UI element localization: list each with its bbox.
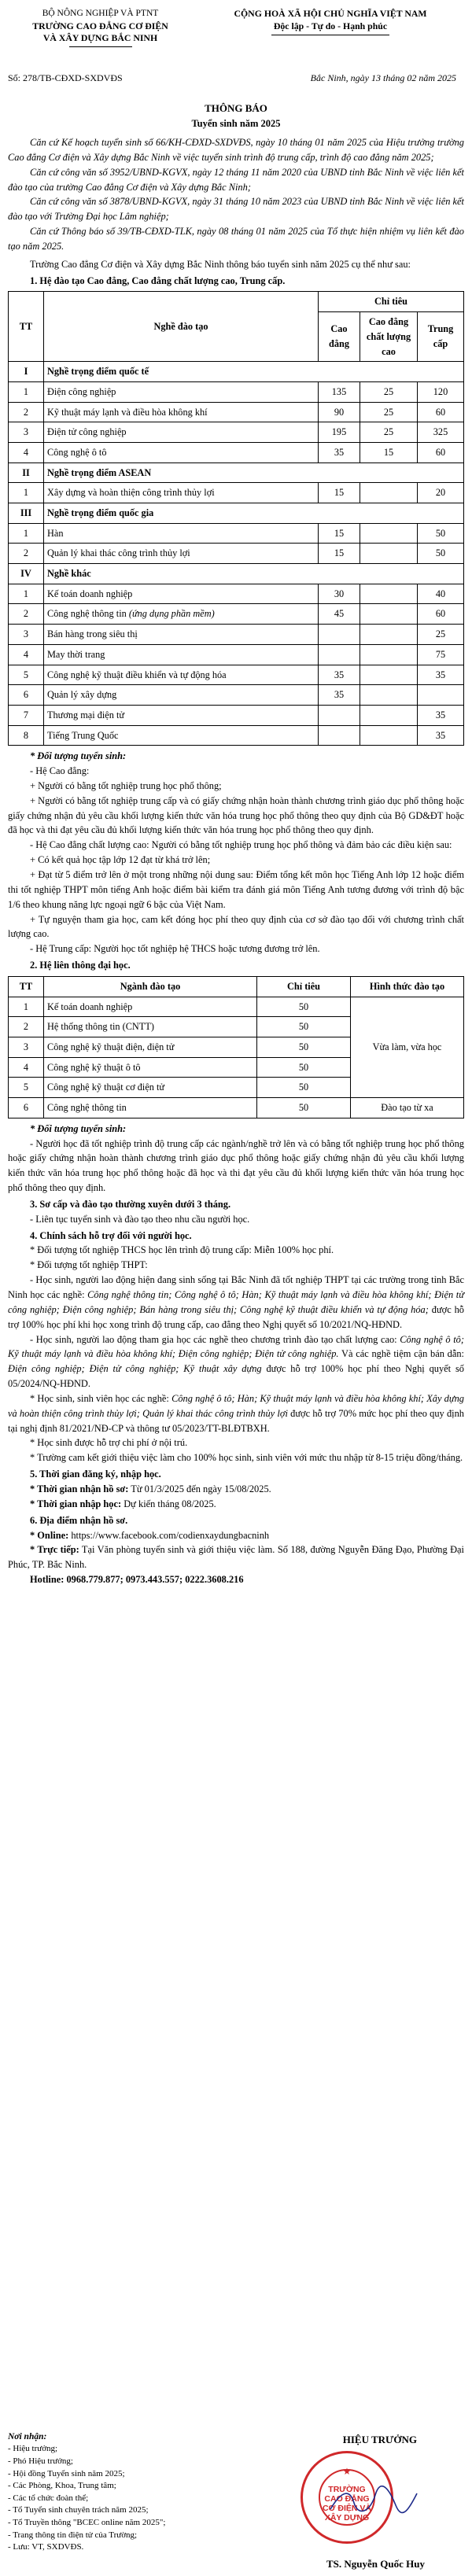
- apply-period-value: Từ 01/3/2025 đến ngày 15/08/2025.: [128, 1483, 271, 1494]
- quota-college: 195: [319, 422, 360, 443]
- table-group-row: [9, 362, 464, 382]
- row-tt: 6: [9, 1098, 44, 1118]
- issuer-block: [8, 8, 193, 47]
- seal-text: TRƯỜNG: [328, 2485, 366, 2494]
- program-name: Công nghệ kỹ thuật điều khiển và tự động hóa: [47, 669, 227, 680]
- policy-3: [8, 1273, 464, 1332]
- row-tt: 3: [9, 422, 44, 443]
- policy-4-b: Công nghệ ô tô; Kỹ thuật máy lạnh và điều hòa không khí; Điện công nghiệp; Điện tử công nghiệp.: [8, 1333, 464, 1360]
- row-tt: 5: [9, 665, 44, 685]
- table-row: [9, 997, 464, 1017]
- row-program: [44, 625, 319, 645]
- group-roman: III: [9, 503, 44, 524]
- row-tt: 2: [9, 604, 44, 625]
- document-number: Số: 278/TB-CĐXD-SXDVĐS: [8, 72, 123, 83]
- policy-4-a: - Học sinh, người lao động tham gia học các nghề theo chương trình đào tạo chất lượng cao:: [30, 1333, 400, 1345]
- s1-hq-cond1: + Có kết quả học tập lớp 12 đạt từ khá trở lên;: [30, 854, 211, 866]
- table-row: [9, 442, 464, 463]
- program-name: May thời trang: [47, 648, 105, 660]
- row-program: [44, 523, 319, 544]
- group-name: Nghề trọng điểm quốc gia: [44, 503, 464, 524]
- table-group-row: [9, 463, 464, 483]
- row-quota: 50: [257, 1037, 351, 1057]
- program-name: Điện tử công nghiệp: [47, 426, 127, 438]
- row-major: Công nghệ thông tin: [44, 1098, 257, 1118]
- group-roman: IV: [9, 564, 44, 584]
- quota-college-hq: 25: [360, 381, 418, 402]
- policy-7: * Trường cam kết giới thiệu việc làm cho 100% học sinh, sinh viên với mức thu nhập từ 8-15 triệu đồng/tháng.: [30, 1452, 463, 1464]
- legal-basis-4: Căn cứ Thông báo số 39/TB-CĐXD-TLK, ngày 08 tháng 01 năm 2025 của Tổ thực hiện nhiệm vụ liên kết đào tạo năm 2025.: [8, 226, 464, 252]
- row-major: Kế toán doanh nghiệp: [44, 997, 257, 1017]
- recipient-item: - Tổ Truyền thông "BCEC online năm 2025";: [8, 2517, 166, 2527]
- intro-paragraph: Trường Cao đẳng Cơ điện và Xây dựng Bắc Ninh thông báo tuyển sinh năm 2025 cụ thể như sau:: [30, 258, 411, 270]
- quota-college: [319, 725, 360, 746]
- row-tt: 5: [9, 1078, 44, 1098]
- col-tt-2: TT: [9, 976, 44, 997]
- enroll-period: [8, 1497, 464, 1512]
- table-row: [9, 1098, 464, 1118]
- recipient-item: - Hội đồng Tuyển sinh năm 2025;: [8, 2468, 125, 2478]
- recipient-item: - Hiệu trưởng;: [8, 2444, 58, 2454]
- policy-3-b: Công nghệ thông tin; Công nghệ ô tô; Hàn; Kỹ thuật máy lạnh và điều hòa không khí; Điện tử công nghiệp; Điện công nghiệp; Bán hàng trong siêu thị; Công nghệ kỹ thuật điều khiển và tự động hóa;: [8, 1289, 464, 1315]
- legal-basis-3: Căn cứ công văn số 3878/UBND-KGVX, ngày 31 tháng 10 năm 2023 của UBND tỉnh Bắc Ninh về việc liên kết đào tạo với Trường Đại học Lâm nghiệp;: [8, 196, 464, 223]
- row-program: [44, 381, 319, 402]
- quota-college-hq: [360, 725, 418, 746]
- form-distance: Đào tạo từ xa: [351, 1098, 464, 1118]
- group-name: Nghề khác: [44, 564, 464, 584]
- table-row: [9, 685, 464, 706]
- quota-college: 90: [319, 402, 360, 422]
- quota-college: 135: [319, 381, 360, 402]
- recipient-item: - Các Phòng, Khoa, Trung tâm;: [8, 2481, 116, 2491]
- col-college: Cao đẳng: [319, 312, 360, 362]
- policy-5: [8, 1391, 464, 1436]
- quota-intermediate: 35: [418, 725, 464, 746]
- signer-title: HIỆU TRƯỞNG: [342, 2434, 417, 2445]
- section2-heading: 2. Hệ liên thông đại học.: [30, 960, 131, 971]
- seal-star-icon: ★: [342, 2466, 352, 2477]
- row-tt: 6: [9, 685, 44, 706]
- quota-college: [319, 644, 360, 665]
- recipient-item: - Phó Hiệu trưởng;: [8, 2456, 73, 2466]
- quota-college: 35: [319, 685, 360, 706]
- row-tt: 1: [9, 483, 44, 503]
- program-name: Thương mại điện tử: [47, 709, 125, 720]
- school-name-line1: TRƯỜNG CAO ĐẲNG CƠ ĐIỆN: [32, 20, 168, 31]
- row-tt: 1: [9, 997, 44, 1017]
- table-group-row: [9, 564, 464, 584]
- quota-college-hq: 15: [360, 442, 418, 463]
- hotline: Hotline: 0968.779.877; 0973.443.557; 0222.3608.216: [30, 1574, 244, 1586]
- group-name: Nghề trọng điểm ASEAN: [44, 463, 464, 483]
- program-name: Công nghệ thông tin: [47, 608, 127, 620]
- section4-heading: 4. Chính sách hỗ trợ đối với người học.: [30, 1229, 192, 1241]
- row-program: [44, 422, 319, 443]
- program-name: Kỹ thuật máy lạnh và điều hòa không khí: [47, 406, 208, 418]
- table-row: [9, 644, 464, 665]
- col-major: Ngành đào tạo: [44, 976, 257, 997]
- row-program: [44, 402, 319, 422]
- group-roman: II: [9, 463, 44, 483]
- policy-2: * Đối tượng tốt nghiệp THPT:: [30, 1259, 148, 1271]
- col-tt: TT: [9, 292, 44, 362]
- policy-5-a: * Học sinh, sinh viên học các nghề:: [30, 1392, 172, 1404]
- s1-college-heading: - Hệ Cao đẳng:: [30, 765, 90, 777]
- row-tt: 2: [9, 544, 44, 564]
- program-name: Công nghệ ô tô: [47, 446, 107, 458]
- quota-college: 35: [319, 665, 360, 685]
- republic-name: CỘNG HOÀ XÃ HỘI CHỦ NGHĨA VIỆT NAM: [234, 8, 427, 19]
- quota-college-hq: [360, 544, 418, 564]
- quota-college: [319, 705, 360, 725]
- policy-4-c: Và các nghề tiệm cận bán dẫn:: [338, 1348, 465, 1360]
- university-link-table: [8, 976, 464, 1118]
- program-name: Kế toán doanh nghiệp: [47, 588, 133, 599]
- section5-heading: 5. Thời gian đăng ký, nhập học.: [30, 1469, 161, 1480]
- online-contact: [8, 1528, 464, 1543]
- quota-intermediate: 50: [418, 544, 464, 564]
- row-major: Hệ thống thông tin (CNTT): [44, 1017, 257, 1037]
- quota-intermediate: 40: [418, 584, 464, 604]
- apply-period: [8, 1482, 464, 1497]
- quota-college: 15: [319, 523, 360, 544]
- row-program: [44, 544, 319, 564]
- row-tt: 4: [9, 644, 44, 665]
- row-program: [44, 685, 319, 706]
- quota-college-hq: 25: [360, 402, 418, 422]
- row-major: Công nghệ kỹ thuật cơ điện tử: [44, 1078, 257, 1098]
- table-row: [9, 725, 464, 746]
- s1-college-cond1: + Người có bằng tốt nghiệp trung học phổ thông;: [30, 779, 222, 791]
- table-row: [9, 381, 464, 402]
- row-quota: 50: [257, 1057, 351, 1078]
- row-major: Công nghệ kỹ thuật ô tô: [44, 1057, 257, 1078]
- policy-6: * Học sinh được hỗ trợ chi phí ở nội trú.: [30, 1437, 188, 1449]
- row-tt: 4: [9, 442, 44, 463]
- university-link-body: [9, 997, 464, 1118]
- program-name: Quản lý khai thác công trình thủy lợi: [47, 547, 190, 559]
- seal-text: XÂY DỰNG: [324, 2513, 370, 2523]
- quota-intermediate: 75: [418, 644, 464, 665]
- row-program: [44, 644, 319, 665]
- s2-objects-heading: * Đối tượng tuyển sinh:: [30, 1122, 127, 1134]
- enroll-period-value: Dự kiến tháng 08/2025.: [121, 1498, 216, 1509]
- document-title: [0, 101, 472, 131]
- place-date: Bắc Ninh, ngày 13 tháng 02 năm 2025: [310, 72, 456, 83]
- quota-college-hq: [360, 604, 418, 625]
- section3-body: - Liên tục tuyển sinh và đào tạo theo nhu cầu người học.: [30, 1213, 250, 1225]
- s1-objects-heading: * Đối tượng tuyển sinh:: [30, 750, 127, 762]
- recipient-item: - Trang thông tin điện tử của Trường;: [8, 2530, 138, 2540]
- section3-heading: 3. Sơ cấp và đào tạo thường xuyên dưới 3 tháng.: [30, 1198, 231, 1210]
- quota-college: 15: [319, 544, 360, 564]
- col-quota-2: Chỉ tiêu: [257, 976, 351, 997]
- quota-intermediate: 20: [418, 483, 464, 503]
- ministry-name: BỘ NÔNG NGHIỆP VÀ PTNT: [42, 9, 159, 18]
- row-quota: 50: [257, 997, 351, 1017]
- policy-3-a: - Học sinh, người lao động hiện đang sinh sống tại Bắc Ninh đã tốt nghiệp THPT tại các trường trong tỉnh Bắc Ninh học các nghề:: [8, 1274, 464, 1300]
- quota-intermediate: 60: [418, 442, 464, 463]
- table-group-row: [9, 503, 464, 524]
- policy-4-d: Điện công nghiệp; Điện tử công nghiệp; Kỹ thuật xây dựng: [8, 1363, 262, 1375]
- quota-college: 35: [319, 442, 360, 463]
- quota-college-hq: 25: [360, 422, 418, 443]
- seal-text: CAO ĐẲNG: [324, 2494, 370, 2504]
- row-tt: 7: [9, 705, 44, 725]
- table-row: [9, 402, 464, 422]
- row-program: [44, 483, 319, 503]
- enroll-period-label: * Thời gian nhập học:: [30, 1498, 122, 1509]
- seal-text: CƠ ĐIỆN VÀ: [322, 2504, 372, 2514]
- s1-intermediate-line: - Hệ Trung cấp: Người học tốt nghiệp hệ THCS hoặc tương đương trở lên.: [30, 943, 320, 955]
- quota-college: 15: [319, 483, 360, 503]
- table-row: [9, 523, 464, 544]
- row-tt: 1: [9, 584, 44, 604]
- quota-intermediate: 325: [418, 422, 464, 443]
- footer-block: [8, 2430, 464, 2570]
- row-program: [44, 442, 319, 463]
- row-program: [44, 584, 319, 604]
- document-body: [8, 135, 464, 1587]
- online-label: * Online:: [30, 1529, 69, 1541]
- group-name: Nghề trọng điểm quốc tế: [44, 362, 464, 382]
- row-program: [44, 705, 319, 725]
- quota-college-hq: [360, 665, 418, 685]
- row-program: [44, 665, 319, 685]
- col-intermediate: Trung cấp: [418, 312, 464, 362]
- policy-5-c: được hỗ trợ 70% mức học phí theo quy định tại nghị định 81/2021/NĐ-CP và thông tư 05/2023/TT-BLĐTBXH.: [8, 1407, 465, 1434]
- section6-heading: 6. Địa điểm nhận hồ sơ.: [30, 1514, 128, 1526]
- row-tt: 4: [9, 1057, 44, 1078]
- quota-college: 45: [319, 604, 360, 625]
- program-name: Điện công nghiệp: [47, 385, 116, 397]
- program-note: (ứng dụng phần mềm): [128, 608, 215, 620]
- quota-college: 30: [319, 584, 360, 604]
- legal-basis-2: Căn cứ công văn số 3952/UBND-KGVX, ngày 12 tháng 11 năm 2020 của UBND tỉnh Bắc Ninh về việc liên kết đào tạo của trường Cao đẳng Cơ điện và Xây dựng Bắc Ninh;: [8, 166, 464, 193]
- group-roman: I: [9, 362, 44, 382]
- table-row: [9, 483, 464, 503]
- s1-hq-heading: - Hệ Cao đẳng chất lượng cao: Người có bằng tốt nghiệp trung học phổ thông và đảm bảo các điều kiện sau:: [30, 839, 452, 851]
- table-row: [9, 625, 464, 645]
- quota-intermediate: 50: [418, 523, 464, 544]
- col-quota: Chỉ tiêu: [319, 292, 464, 312]
- table-row: [9, 544, 464, 564]
- quota-college-hq: [360, 523, 418, 544]
- title-line1: THÔNG BÁO: [205, 102, 267, 114]
- facebook-link[interactable]: https://www.facebook.com/codienxaydungbacninh: [68, 1529, 270, 1541]
- quota-intermediate: 60: [418, 402, 464, 422]
- quota-college-hq: [360, 483, 418, 503]
- row-program: [44, 604, 319, 625]
- table-row: [9, 422, 464, 443]
- program-name: Xây dựng và hoàn thiện công trình thủy lợi: [47, 487, 215, 499]
- quota-intermediate: [418, 685, 464, 706]
- issuer-underline: [69, 46, 132, 47]
- handwritten-signature: [326, 2486, 421, 2517]
- row-quota: 50: [257, 1078, 351, 1098]
- recipients-heading: Nơi nhận:: [8, 2432, 47, 2441]
- policy-5-b: Công nghệ ô tô; Hàn; Kỹ thuật máy lạnh và điều hòa không khí; Xây dựng và hoàn thiện công trình thủy lợi; Quản lý khai thác công trình thủy lợi: [8, 1392, 465, 1419]
- quota-college-hq: [360, 625, 418, 645]
- col-form: Hình thức đào tạo: [351, 976, 464, 997]
- program-name: Bán hàng trong siêu thị: [47, 628, 138, 640]
- row-quota: 50: [257, 1017, 351, 1037]
- table-row: [9, 665, 464, 685]
- col-program: Nghề đào tạo: [44, 292, 319, 362]
- row-tt: 3: [9, 625, 44, 645]
- quota-intermediate: 60: [418, 604, 464, 625]
- apply-period-label: * Thời gian nhận hồ sơ:: [30, 1483, 129, 1494]
- direct-contact: [8, 1542, 464, 1572]
- policy-3-c: được hỗ trợ 100% học phí khi học xong trình độ trung cấp, cao đẳng theo Nghị quyết số 10/2021/NQ-HĐND.: [8, 1303, 464, 1330]
- s2-objects-body: - Người học đã tốt nghiệp trình độ trung cấp các ngành/nghề trở lên và có bằng tốt nghiệp trung học phổ thông hoặc giấy chứng nhận hoàn thành chương trình giáo dục phổ thông hoặc giấy chứng nhận đủ yêu cầu khối lượng kiến thức văn hóa trung học phổ thông hoặc đã học và thi đạt yêu cầu đủ khối lượng kiến thức văn hóa trung học phổ thông theo quy định.: [8, 1137, 464, 1194]
- vocational-programs-table: [8, 291, 464, 746]
- program-name: Tiếng Trung Quốc: [47, 729, 119, 741]
- row-program: [44, 725, 319, 746]
- title-line2: Tuyển sinh năm 2025: [191, 117, 281, 129]
- row-tt: 1: [9, 523, 44, 544]
- program-name: Quản lý xây dựng: [47, 689, 117, 701]
- quota-intermediate: 35: [418, 705, 464, 725]
- row-tt: 2: [9, 402, 44, 422]
- quota-college-hq: [360, 685, 418, 706]
- direct-address: Tại Văn phòng tuyển sinh và giới thiệu việc làm. Số 188, đường Nguyễn Đăng Đạo, Phường Đại Phúc, TP. Bắc Ninh.: [8, 1544, 464, 1571]
- quota-intermediate: 120: [418, 381, 464, 402]
- legal-basis-1: Căn cứ Kế hoạch tuyển sinh số 66/KH-CĐXD-SXDVĐS, ngày 10 tháng 01 năm 2025 của Hiệu trưởng trường Cao đẳng Cơ điện và Xây dựng Bắc Ninh về việc tuyển sinh trình độ trung cấp, trình độ cao đẳng năm 2025;: [8, 137, 464, 163]
- quota-intermediate: 25: [418, 625, 464, 645]
- quota-college-hq: [360, 644, 418, 665]
- quota-college: [319, 625, 360, 645]
- table-row: [9, 604, 464, 625]
- row-tt: 3: [9, 1037, 44, 1057]
- row-tt: 2: [9, 1017, 44, 1037]
- s1-college-cond2: + Người có bằng tốt nghiệp trung cấp và có giấy chứng nhận hoàn thành chương trình giáo dục phổ thông hoặc giấy chứng nhận đủ yêu cầu khối lượng kiến thức văn hóa trung học phổ thông theo quy định của Bộ GD&ĐT hoặc đã học và thi đạt yêu cầu đủ khối lượng kiến thức văn hóa trung học phổ thông theo quy định.: [8, 794, 464, 836]
- direct-label: * Trực tiếp:: [30, 1544, 79, 1556]
- recipient-item: - Tổ Tuyển sinh chuyên trách năm 2025;: [8, 2505, 149, 2515]
- row-tt: 8: [9, 725, 44, 746]
- program-name: Hàn: [47, 527, 64, 539]
- table-row: [9, 705, 464, 725]
- policy-4: [8, 1332, 464, 1391]
- quota-college-hq: [360, 705, 418, 725]
- form-part-time: Vừa làm, vừa học: [351, 997, 464, 1097]
- vocational-programs-body: [9, 362, 464, 746]
- row-tt: 1: [9, 381, 44, 402]
- quota-college-hq: [360, 584, 418, 604]
- quota-intermediate: 35: [418, 665, 464, 685]
- s1-hq-cond3: + Tự nguyện tham gia học, cam kết đóng học phí theo quy định của cơ sở đào tạo đối với chương trình chất lượng cao.: [8, 913, 464, 940]
- s1-hq-cond2: + Đạt từ 5 điểm trở lên ở một trong những nội dung sau: Điểm tổng kết môn học Tiếng Anh lớp 12 hoặc điểm thi tốt nghiệp THPT môn tiếng Anh hoặc điểm bài kiểm tra đánh giá môn Tiếng Anh tương đương với trình độ bậc 1/6 theo khung năng lực ngoại ngữ 6 bậc của Việt Nam.: [8, 869, 464, 910]
- recipient-item: - Lưu: VT, SXDVĐS.: [8, 2542, 84, 2552]
- row-quota: 50: [257, 1098, 351, 1118]
- republic-block: [197, 8, 464, 35]
- section1-heading: 1. Hệ đào tạo Cao đẳng, Cao đẳng chất lượng cao, Trung cấp.: [30, 275, 286, 286]
- recipient-item: - Các tổ chức đoàn thể;: [8, 2493, 89, 2503]
- signer-name: TS. Nguyễn Quốc Huy: [326, 2558, 425, 2570]
- policy-4-e: được hỗ trợ 100% học phí theo Nghị quyết số 05/2024/NQ-HĐND.: [8, 1363, 464, 1390]
- row-major: Công nghệ kỹ thuật điện, điện tử: [44, 1037, 257, 1057]
- policy-1: * Đối tượng tốt nghiệp THCS học lên trình độ trung cấp: Miễn 100% học phí.: [30, 1244, 334, 1256]
- national-motto: Độc lập - Tự do - Hạnh phúc: [273, 20, 388, 31]
- table-row: [9, 584, 464, 604]
- school-name-line2: VÀ XÂY DỰNG BẮC NINH: [42, 32, 158, 44]
- col-college-hq: Cao đẳng chất lượng cao: [360, 312, 418, 362]
